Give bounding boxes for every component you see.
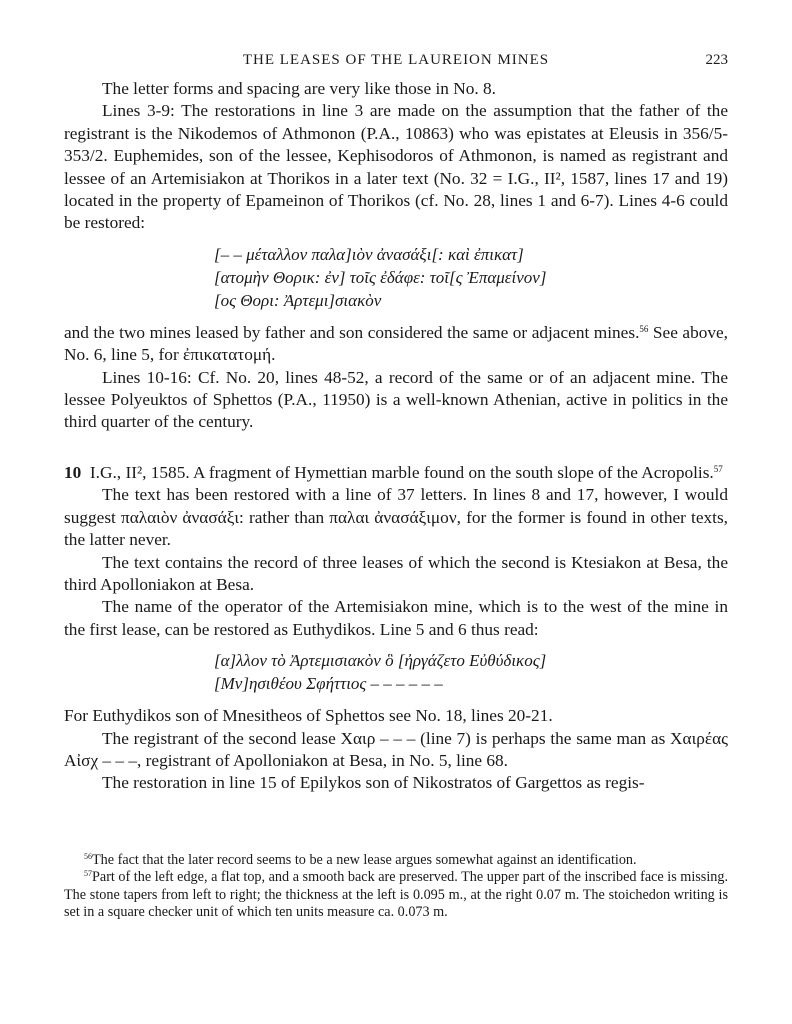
- paragraph-epilykos: The restoration in line 15 of Epilykos son of Nikostratos of Gargettos as regis-: [102, 773, 645, 793]
- footnote-ref-57[interactable]: 57: [713, 463, 723, 474]
- paragraph-euthydikos: The name of the operator of the Artemisiakon mine, which is to the west of the mine in the first lease, can be restored as Euthydikos. Line 5 and 6 thus read:: [64, 597, 728, 639]
- paragraph-two-mines-text: and the two mines leased by father and son considered the same or adjacent mines.: [64, 322, 640, 342]
- greek-restoration-block-2: [214, 649, 728, 695]
- running-head: [64, 52, 728, 78]
- greek-line: [α]λλον τὸ Ἀρτεμισιακὸν ὃ [ἠργάζετο Εὐθύδικος]: [214, 651, 547, 671]
- footnote-57-number: 57: [84, 869, 92, 879]
- paragraph-registrant-second-lease: The registrant of the second lease Χαιρ – – – (line 7) is perhaps the same man as Χαιρέας Αἰσχ – – –, registrant of Apolloniakon at Besa, in No. 5, line 68.: [64, 728, 728, 770]
- footnote-57: [64, 869, 728, 921]
- greek-line: [– – μέταλλον παλα]ιὸν ἀνασάξι[: καὶ ἐπικατ]: [214, 244, 524, 264]
- footnote-56-text: The fact that the later record seems to be a new lease argues somewhat against an identification.: [92, 852, 637, 868]
- running-head-title: THE LEASES OF THE LAUREION MINES: [242, 52, 550, 68]
- paragraph-37-letters: The text has been restored with a line of 37 letters. In lines 8 and 17, however, I would suggest παλαιὸν ἀνασάξι: rather than παλαι ἀνασάξιμον, for the former is found in other texts, the latter never.: [64, 485, 728, 550]
- body-text: [64, 78, 728, 795]
- paragraph-mnesitheos: For Euthydikos son of Mnesitheos of Sphettos see No. 18, lines 20-21.: [64, 706, 553, 726]
- footnote-57-text: Part of the left edge, a flat top, and a smooth back are preserved. The upper part of the inscribed face is missing. The stone tapers from left to right; the thickness at the left is 0.095 m., at the right 0.07 m. The stoichedon writing is set in a square checker unit of which ten units measure ca. 0.073 m.: [64, 869, 728, 921]
- page-content: [64, 52, 728, 795]
- greek-line: [ος Θορι: Ἀρτεμι]σιακὸν: [214, 290, 382, 310]
- paragraph-two-mines: [64, 322, 728, 367]
- paragraph-letter-forms: The letter forms and spacing are very like those in No. 8.: [102, 79, 496, 98]
- greek-line: [ατομὴν Θορικ: ἐν] τοῖς ἐδάφε: τοῖ[ς Ἐπαμείνον]: [214, 267, 547, 287]
- section-10-intro-text: I.G., II², 1585. A fragment of Hymettian marble found on the south slope of the Acropolis.: [89, 462, 714, 482]
- greek-restoration-block-1: [214, 243, 728, 312]
- footnotes: [64, 852, 728, 922]
- footnote-ref-56[interactable]: 56: [639, 323, 649, 334]
- section-number: 10: [64, 462, 82, 482]
- paragraph-lines-3-9: Lines 3-9: The restorations in line 3 are made on the assumption that the father of the registrant is the Nikodemos of Athmonon (P.A., 10863) who was epistates at Eleusis in 356/5-353/2. Euphemides, son of the lessee, Kephisodoros of Athmonon, is named as registrant and lessee of an Artemisiakon at Thorikos in a later text (No. 32 = I.G., II², 1587, lines 17 and 19) located in the property of Epameinon of Thorikos (cf. No. 28, lines 1 and 6-7). Lines 4-6 could be restored:: [64, 101, 728, 233]
- greek-line: [Μν]ησιθέου Σφήττιος – – – – – –: [214, 674, 443, 694]
- page-number: 223: [705, 52, 728, 68]
- footnote-56-number: 56: [84, 852, 92, 861]
- paragraph-see-above: See above, No. 6, line 5, for ἐπικατατομή.: [64, 322, 728, 365]
- footnote-56: [64, 852, 728, 869]
- paragraph-three-leases: The text contains the record of three leases of which the second is Ktesiakon at Besa, the third Apolloniakon at Besa.: [64, 552, 728, 594]
- section-10-intro: [64, 462, 728, 484]
- paragraph-lines-10-16: Lines 10-16: Cf. No. 20, lines 48-52, a record of the same or of an adjacent mine. The lessee Polyeuktos of Sphettos (P.A., 11950) is a well-known Athenian, active in politics in the third quarter of the century.: [64, 367, 728, 432]
